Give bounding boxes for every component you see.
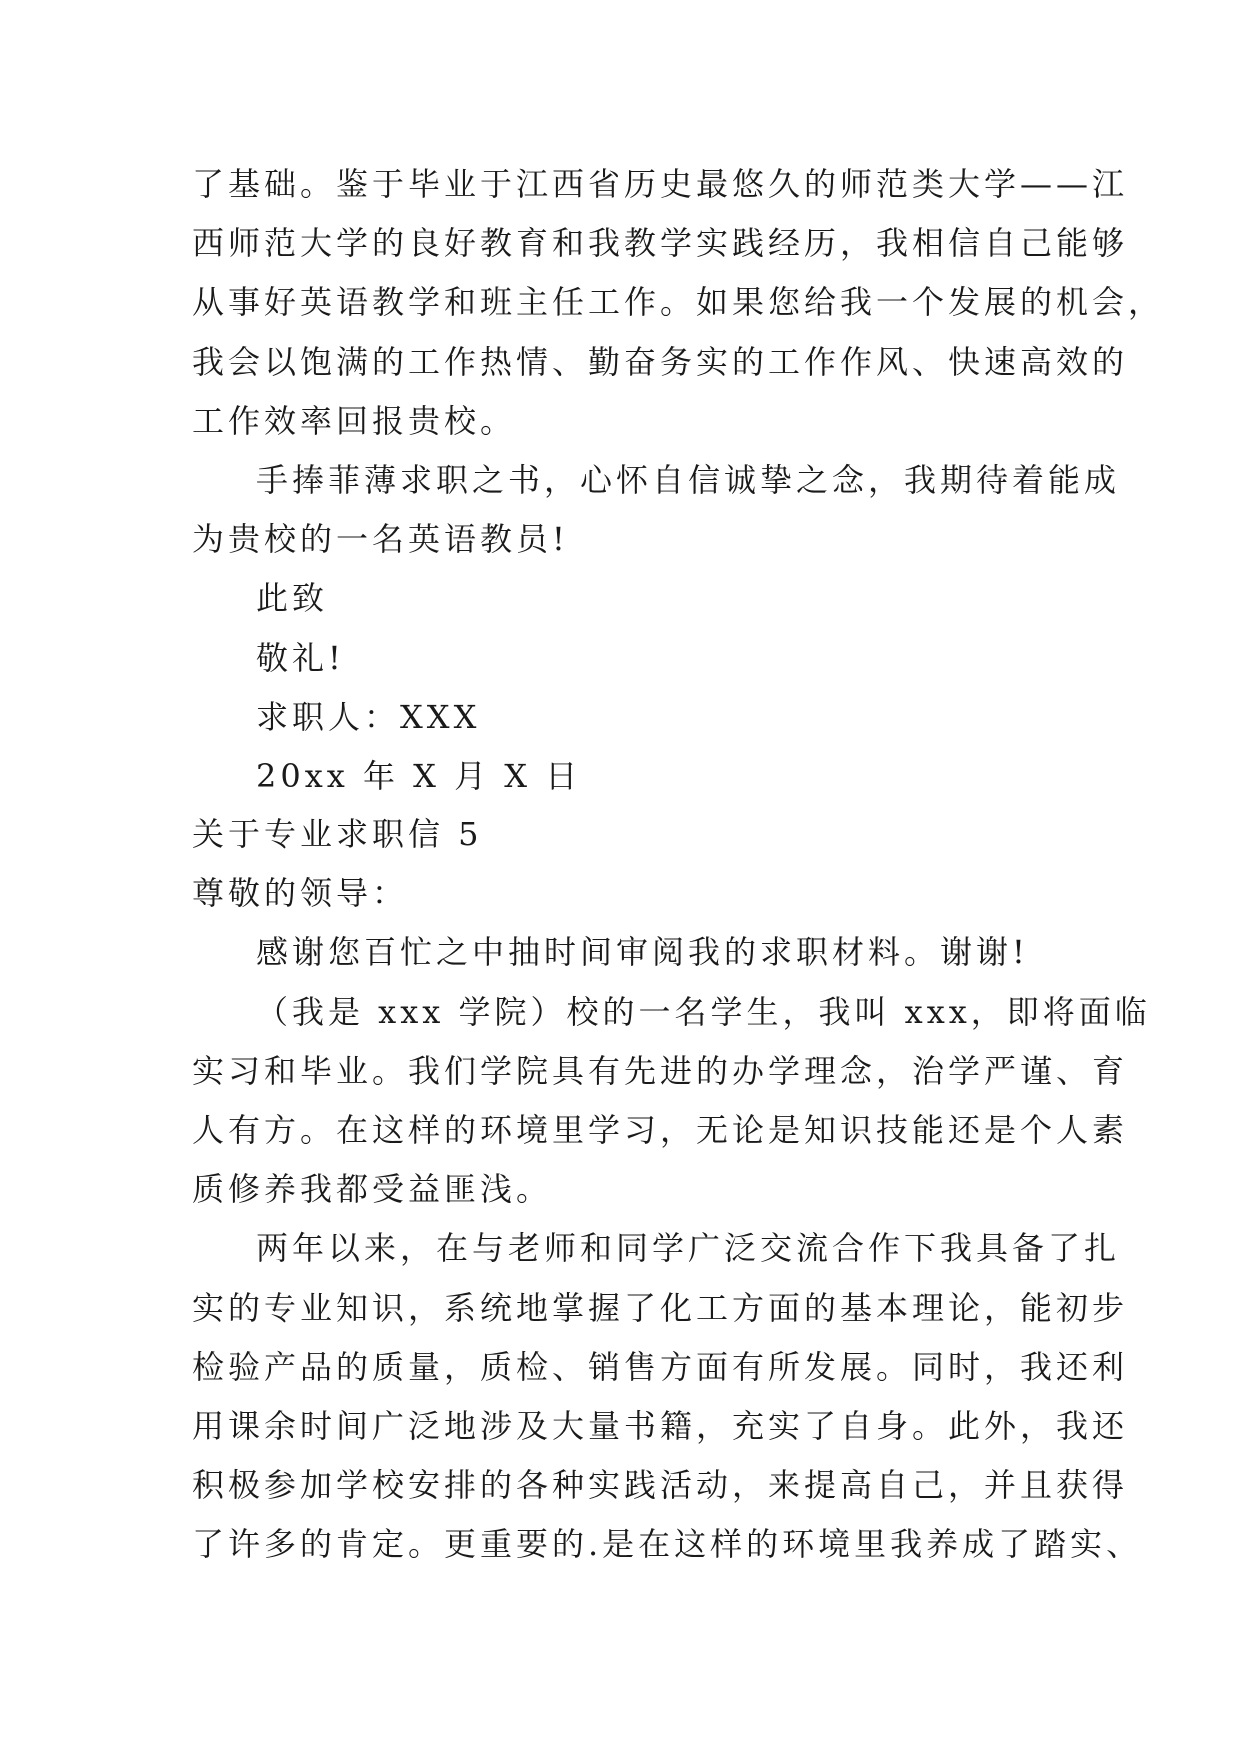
text-line: 感谢您百忙之中抽时间审阅我的求职材料。谢谢! — [256, 933, 1029, 971]
text-line: 实习和毕业。我们学院具有先进的办学理念，治学严谨、育 — [192, 1052, 1129, 1090]
text-line: 实的专业知识，系统地掌握了化工方面的基本理论，能初步 — [192, 1289, 1129, 1327]
text-line: 工作效率回报贵校。 — [192, 402, 517, 440]
text-line: 为贵校的一名英语教员! — [192, 520, 569, 558]
section-title: 关于专业求职信 5 — [192, 815, 483, 853]
text-line: 了许多的肯定。更重要的.是在这样的环境里我养成了踏实、 — [192, 1525, 1143, 1563]
text-line: 检验产品的质量，质检、销售方面有所发展。同时，我还利 — [192, 1348, 1129, 1386]
text-line: 人有方。在这样的环境里学习，无论是知识技能还是个人素 — [192, 1111, 1129, 1149]
text-line: 西师范大学的良好教育和我教学实践经历，我相信自己能够 — [192, 224, 1129, 262]
text-line: 用课余时间广泛地涉及大量书籍，充实了自身。此外，我还 — [192, 1407, 1129, 1445]
text-line: 质修养我都受益匪浅。 — [192, 1170, 553, 1208]
text-line: 了基础。鉴于毕业于江西省历史最悠久的师范类大学——江 — [192, 165, 1129, 203]
text-line: （我是 xxx 学院）校的一名学生，我叫 xxx，即将面临 — [256, 993, 1151, 1031]
text-line: 从事好英语教学和班主任工作。如果您给我一个发展的机会， — [192, 283, 1165, 321]
letter-date: 20xx 年 X 月 X 日 — [256, 757, 582, 795]
greeting: 尊敬的领导： — [192, 874, 409, 912]
text-line: 手捧菲薄求职之书，心怀自信诚挚之念，我期待着能成 — [256, 461, 1121, 499]
applicant-signature: 求职人：XXX — [256, 698, 481, 736]
text-line: 我会以饱满的工作热情、勤奋务实的工作作风、快速高效的 — [192, 343, 1129, 381]
closing-salutation: 此致 — [256, 579, 329, 617]
text-line: 积极参加学校安排的各种实践活动，来提高自己，并且获得 — [192, 1466, 1129, 1504]
closing-regards: 敬礼! — [256, 639, 345, 677]
text-line: 两年以来，在与老师和同学广泛交流合作下我具备了扎 — [256, 1229, 1121, 1267]
